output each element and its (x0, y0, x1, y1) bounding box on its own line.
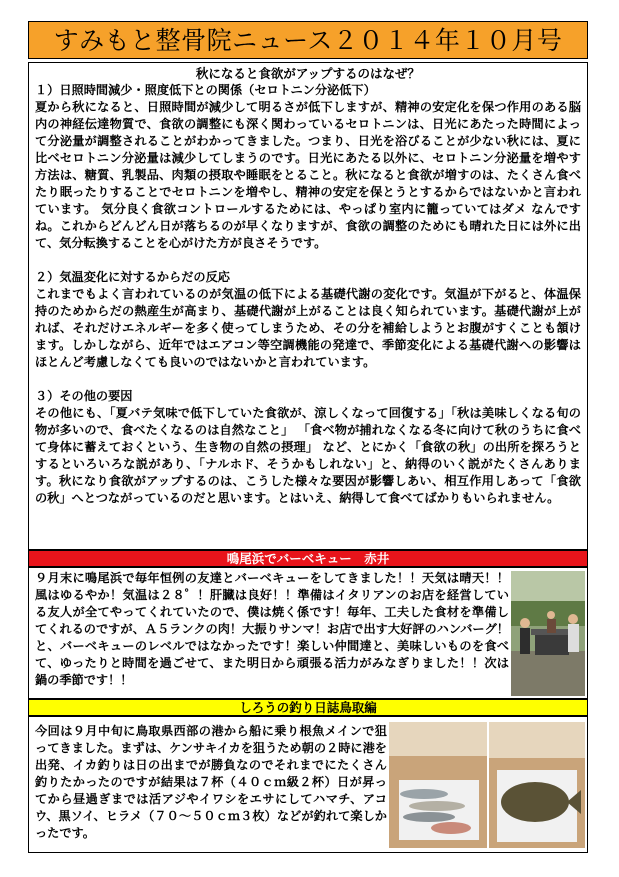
bbq-body: ９月末に鳴尾浜で毎年恒例の友達とバーベキューをしてきました！！天気は晴天！！風はゆるやか！気温は２８゜！肝臓は良好！！準備はイタリアンのお店を経営している友人が全てやってくれていたので、僕は焼く係です！毎年、工夫した食材を準備してくれるのですが、Ａ５ランクの肉！大振りサンマ！お店で出す大好評のハンバーグ！と、バーベキューのレベルではなかったです！楽しい仲間達と、美味しいものを食べて、ゆったりと時間を過ごせて、また明日から頑張る活力がみなぎりました！！次は鍋の季節です！！ (35, 571, 509, 687)
newsletter-title: すみもと整骨院ニュース２０１４年１０月号 (28, 21, 588, 59)
section-2-heading: ２）気温変化に対するからだの反応 (35, 270, 230, 284)
section-3-heading: ３）その他の要因 (35, 389, 133, 403)
fishing-article (28, 716, 588, 853)
autumn-appetite-article (28, 62, 588, 550)
bbq-photo (511, 571, 585, 696)
article-title: 秋になると食欲がアップするのはなぜ？ (195, 66, 421, 81)
fishing-body: 今回は９月中旬に鳥取県西部の港から船に乗り根魚メインで狙ってきました。まずは、ケンサキイカを狙うため朝の２時に港を出発、イカ釣りは日の出までが勝負なのでそれまでにたくさん釣りたかったのですが結果は７杯（４０ｃｍ級２杯）日が昇ってから昼過ぎまでは活アジやイワシをエサにしてハマチ、アコウ、黒ソイ、ヒラメ（７０～５０ｃｍ３枚）などが釣れて楽しかったです。 (35, 724, 387, 840)
section-1-body: 夏から秋になると、日照時間が減少して明るさが低下しますが、精神の安定化を保つ作用のある脳内の神経伝達物質で、食欲の調整にも深く関わっているセロトニンは、日光にあたった時間によって分泌量が調整されることがわかってきました。つまり、日光を浴びることが少ない秋には、夏に比べセロトニン分泌量は減少してしまうのです。日光にあたる以外に、セロトニン分泌量を増やす方法は、糖質、乳製品、肉類の摂取や睡眠をとること。秋になると食欲が増すのは、たくさん食べたり眠ったりすることでセロトニンを増やし、精神の安定を保とうとするからではないかと言われています。 気分良く食欲コントロールするためには、やっぱり室内に籠っていてはダメ なんですね。これからどんどん日が落ちるのが早くなりますが、食欲の調整のためにも晴れた日には外に出て、気分転換することを心がけた方が良さそうです。 (35, 100, 581, 250)
section-2-body: これまでもよく言われているのが気温の低下による基礎代謝の変化です。気温が下がると、体温保持のためからだの熱産生が高まり、基礎代謝が上がることは良く知られています。基礎代謝が上がれば、それだけエネルギーを多く使ってしまうため、その分を補給しようとお腹がすくことも頷けます。しかしながら、近年ではエアコン等空調機能の発達で、季節変化による基礎代謝への影響はほとんど考慮しなくても良いのではないかと言われています。 (35, 287, 581, 369)
section-3-body: その他にも、「夏バテ気味で低下していた食欲が、涼しくなって回復する」「秋は美味しくなる旬の物が多いので、食べたくなるのは自然なこと」 「食べ物が捕れなくなる冬に向けて秋のうちに食べて身体に蓄えておくという、生き物の自然の摂理」 など、とにかく「食欲の秋」の出所を探ろうとするといろいろな説があり、「ナルホド、そうかもしれない」と、納得のいく説がたくさんあります。秋になり食欲がアップするのは、こうした様々な要因が影響しあい、相互作用しあって「食欲の秋」へとつながっているのだと思います。とはいえ、納得して食べてばかりもいられません。 (35, 406, 581, 505)
bbq-title-bar: 鳴尾浜でバーベキュー 赤井 (28, 550, 588, 567)
fishing-title-bar: しろうの釣り日誌鳥取編 (28, 699, 588, 716)
flounder-catch-photo (489, 722, 585, 848)
squid-catch-photo (389, 722, 487, 848)
bbq-article (28, 567, 588, 699)
section-1-heading: １）日照時間減少・照度低下との関係（セロトニン分泌低下） (35, 83, 376, 97)
